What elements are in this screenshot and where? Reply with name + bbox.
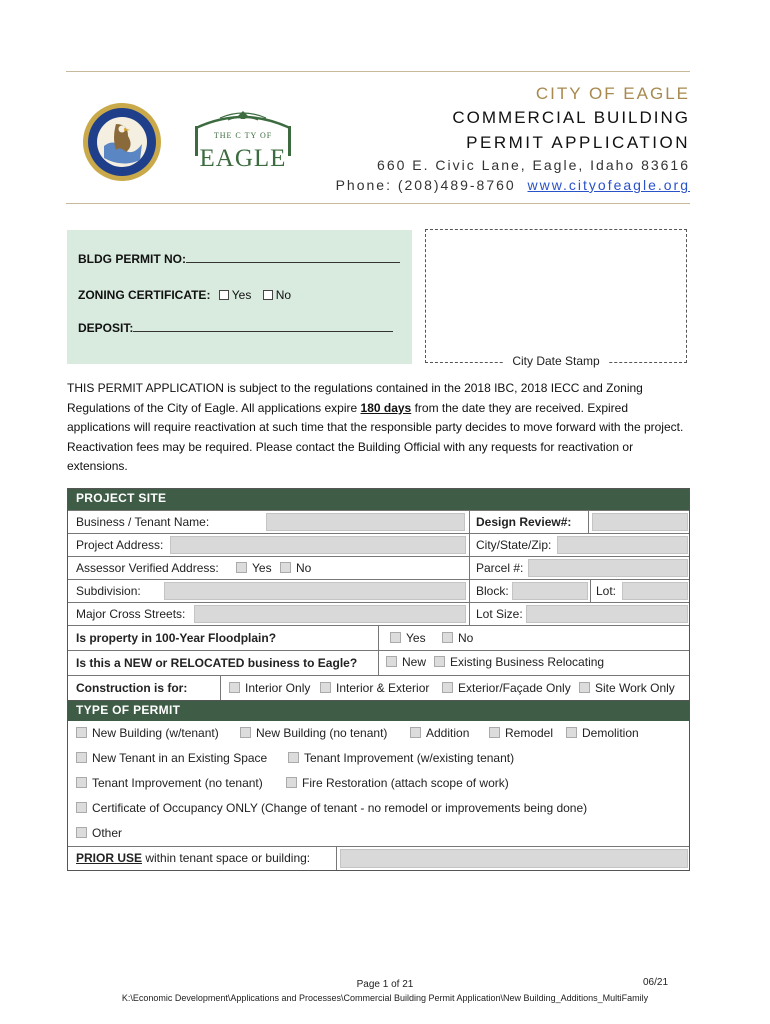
certificate-occupancy-option[interactable]	[76, 801, 587, 815]
assessor-row	[68, 556, 689, 579]
cross-streets-label: Major Cross Streets:	[76, 607, 186, 621]
bldg-permit-line	[78, 252, 400, 266]
floodplain-row	[68, 625, 689, 650]
relocating-label: Existing Business Relocating	[450, 655, 605, 669]
date-stamp-text: City Date Stamp	[504, 354, 607, 368]
intro-emphasis: 180 days	[360, 400, 412, 415]
new-building-tenant-label: New Building (w/tenant)	[92, 726, 219, 740]
permit-type-row-2	[68, 746, 689, 771]
relocating-option[interactable]	[434, 655, 604, 669]
divider	[469, 557, 470, 579]
new-business-question: Is this a NEW or RELOCATED business to Eagle?	[76, 656, 358, 670]
permit-type-row-3	[68, 771, 689, 796]
prior-use-row	[68, 846, 689, 870]
divider	[220, 676, 221, 700]
divider	[590, 580, 591, 602]
ti-existing-tenant-option[interactable]	[288, 751, 514, 765]
lot-input[interactable]	[622, 582, 688, 600]
cross-streets-input[interactable]	[194, 605, 466, 623]
interior-only-checkbox[interactable]	[229, 682, 240, 693]
divider	[336, 847, 337, 870]
relocating-checkbox[interactable]	[434, 656, 445, 667]
assessor-yes-option[interactable]	[236, 561, 272, 575]
fire-restoration-option[interactable]	[286, 776, 509, 790]
new-business-option[interactable]	[386, 655, 426, 669]
zoning-no-checkbox[interactable]	[263, 290, 273, 300]
subdivision-label: Subdivision:	[76, 584, 141, 598]
ti-existing-tenant-checkbox[interactable]	[288, 752, 299, 763]
permit-type-row-5	[68, 821, 689, 846]
prior-use-label-rest: within tenant space or building:	[142, 851, 311, 865]
city-of-eagle-logo	[190, 108, 296, 174]
interior-exterior-option[interactable]	[320, 681, 429, 695]
prior-use-input[interactable]	[340, 849, 688, 868]
lot-size-label: Lot Size:	[476, 607, 523, 621]
deposit-line	[78, 321, 393, 335]
other-option[interactable]	[76, 826, 122, 840]
new-building-tenant-checkbox[interactable]	[76, 727, 87, 738]
demolition-label: Demolition	[582, 726, 639, 740]
cross-streets-row	[68, 602, 689, 625]
type-of-permit-heading: TYPE OF PERMIT	[68, 700, 689, 721]
business-name-input[interactable]	[266, 513, 465, 531]
prior-use-label	[76, 851, 310, 865]
interior-exterior-label: Interior & Exterior	[336, 681, 430, 695]
construction-row	[68, 675, 689, 700]
lot-size-input[interactable]	[526, 605, 688, 623]
parcel-input[interactable]	[528, 559, 688, 577]
interior-only-option[interactable]	[229, 681, 310, 695]
zoning-yes-checkbox[interactable]	[219, 290, 229, 300]
logo-big-text: EAGLE	[199, 145, 287, 172]
zoning-certificate-label: ZONING CERTIFICATE:	[78, 288, 211, 302]
new-tenant-existing-label: New Tenant in an Existing Space	[92, 751, 268, 765]
zoning-certificate-line	[78, 288, 291, 302]
ti-no-tenant-checkbox[interactable]	[76, 777, 87, 788]
assessor-verified-label: Assessor Verified Address:	[76, 561, 219, 575]
site-work-checkbox[interactable]	[579, 682, 590, 693]
deposit-label: DEPOSIT:	[78, 321, 134, 335]
other-label: Other	[92, 826, 123, 840]
subdivision-row	[68, 579, 689, 602]
new-building-tenant-option[interactable]	[76, 726, 219, 740]
remodel-checkbox[interactable]	[489, 727, 500, 738]
design-review-input[interactable]	[592, 513, 688, 531]
assessor-no-option[interactable]	[280, 561, 311, 575]
project-site-heading: PROJECT SITE	[68, 489, 689, 510]
floodplain-no-checkbox[interactable]	[442, 632, 453, 643]
divider	[469, 511, 470, 533]
project-address-input[interactable]	[170, 536, 466, 554]
header-contact	[336, 177, 690, 193]
intro-paragraph	[67, 379, 693, 477]
assessor-yes-checkbox[interactable]	[236, 562, 247, 573]
addition-option[interactable]	[410, 726, 469, 740]
block-label: Block:	[476, 584, 509, 598]
intro-text-2: from the date they are received. Expired applications will require reactivation at such time that the responsible party decides to move forward with the project. Reactivation fees may be required. Please contact the Building Official with any requests for reactivation or extensions.	[67, 400, 684, 474]
floodplain-question: Is property in 100-Year Floodplain?	[76, 631, 277, 645]
file-path: K:\Economic Development\Applications and Processes\Commercial Building Permit Application\New Building_Additions_MultiFamily	[121, 993, 649, 1003]
permit-type-row-1	[68, 721, 689, 746]
website-link[interactable]: www.cityofeagle.org	[527, 177, 690, 193]
divider	[469, 580, 470, 602]
divider	[588, 511, 589, 533]
divider	[378, 626, 379, 650]
new-building-no-tenant-option[interactable]	[240, 726, 387, 740]
business-name-label: Business / Tenant Name:	[76, 515, 210, 529]
city-state-zip-input[interactable]	[557, 536, 688, 554]
interior-exterior-checkbox[interactable]	[320, 682, 331, 693]
floodplain-no-option[interactable]	[442, 631, 473, 645]
remodel-option[interactable]	[489, 726, 553, 740]
permit-info-box	[67, 230, 412, 364]
lot-label: Lot:	[596, 584, 617, 598]
exterior-facade-label: Exterior/Façade Only	[458, 681, 571, 695]
fire-restoration-label: Fire Restoration (attach scope of work)	[302, 776, 509, 790]
header-city: CITY OF EAGLE	[535, 84, 690, 103]
zoning-no-label: No	[275, 288, 292, 302]
new-tenant-existing-option[interactable]	[76, 751, 267, 765]
city-seal-icon	[82, 102, 162, 182]
new-building-no-tenant-checkbox[interactable]	[240, 727, 251, 738]
date-stamp-label	[425, 354, 687, 368]
exterior-facade-option[interactable]	[442, 681, 571, 695]
assessor-no-label: No	[296, 561, 312, 575]
logo-small-text: THE C TY OF	[213, 131, 273, 140]
form-title-line1: COMMERCIAL BUILDING	[452, 108, 690, 127]
new-business-label: New	[402, 655, 427, 669]
intro-text-1: THIS PERMIT APPLICATION is subject to the regulations contained in the 2018 IBC, 2018 IECC and Zoning Regulations of the City of Eagle. All applications expire	[67, 381, 643, 415]
floodplain-no-label: No	[458, 631, 474, 645]
certificate-occupancy-checkbox[interactable]	[76, 802, 87, 813]
divider	[469, 534, 470, 556]
floodplain-yes-option[interactable]	[390, 631, 426, 645]
new-tenant-existing-checkbox[interactable]	[76, 752, 87, 763]
ti-existing-tenant-label: Tenant Improvement (w/existing tenant)	[304, 751, 515, 765]
floodplain-yes-label: Yes	[406, 631, 426, 645]
divider	[378, 651, 379, 675]
header-phone: Phone: (208)489-8760	[335, 177, 516, 193]
other-checkbox[interactable]	[76, 827, 87, 838]
certificate-occupancy-label: Certificate of Occupancy ONLY (Change of tenant - no remodel or improvements being done)	[92, 801, 588, 815]
site-work-option[interactable]	[579, 681, 675, 695]
ti-no-tenant-option[interactable]	[76, 776, 263, 790]
bldg-permit-label: BLDG PERMIT NO:	[78, 252, 186, 266]
zoning-yes-label: Yes	[231, 288, 252, 302]
subdivision-input[interactable]	[164, 582, 466, 600]
site-work-label: Site Work Only	[595, 681, 675, 695]
city-state-zip-label: City/State/Zip:	[476, 538, 552, 552]
header-top-rule	[66, 71, 690, 72]
project-address-row	[68, 533, 689, 556]
addition-checkbox[interactable]	[410, 727, 421, 738]
date-stamp-box	[425, 229, 687, 363]
demolition-option[interactable]	[566, 726, 639, 740]
prior-use-label-bold: PRIOR USE	[76, 851, 143, 865]
assessor-yes-label: Yes	[252, 561, 272, 575]
assessor-no-checkbox[interactable]	[280, 562, 291, 573]
construction-label: Construction is for:	[76, 681, 188, 695]
deposit-field[interactable]	[133, 321, 393, 332]
design-review-label: Design Review#:	[476, 515, 572, 529]
new-business-checkbox[interactable]	[386, 656, 397, 667]
business-row	[68, 510, 689, 533]
exterior-facade-checkbox[interactable]	[442, 682, 453, 693]
floodplain-yes-checkbox[interactable]	[390, 632, 401, 643]
new-building-no-tenant-label: New Building (no tenant)	[256, 726, 388, 740]
project-address-label: Project Address:	[76, 538, 164, 552]
application-form	[67, 488, 690, 871]
block-input[interactable]	[512, 582, 588, 600]
ti-no-tenant-label: Tenant Improvement (no tenant)	[92, 776, 263, 790]
remodel-label: Remodel	[505, 726, 554, 740]
demolition-checkbox[interactable]	[566, 727, 577, 738]
fire-restoration-checkbox[interactable]	[286, 777, 297, 788]
page-number: Page 1 of 21	[356, 979, 414, 990]
interior-only-label: Interior Only	[245, 681, 311, 695]
permit-type-row-4	[68, 796, 689, 821]
new-business-row	[68, 650, 689, 675]
header-bottom-rule	[66, 203, 690, 204]
form-title-line2: PERMIT APPLICATION	[466, 133, 690, 152]
bldg-permit-field[interactable]	[186, 252, 400, 263]
header-address: 660 E. Civic Lane, Eagle, Idaho 83616	[377, 157, 690, 173]
revision-date: 06/21	[643, 977, 669, 988]
divider	[469, 603, 470, 625]
addition-label: Addition	[426, 726, 470, 740]
parcel-label: Parcel #:	[476, 561, 524, 575]
